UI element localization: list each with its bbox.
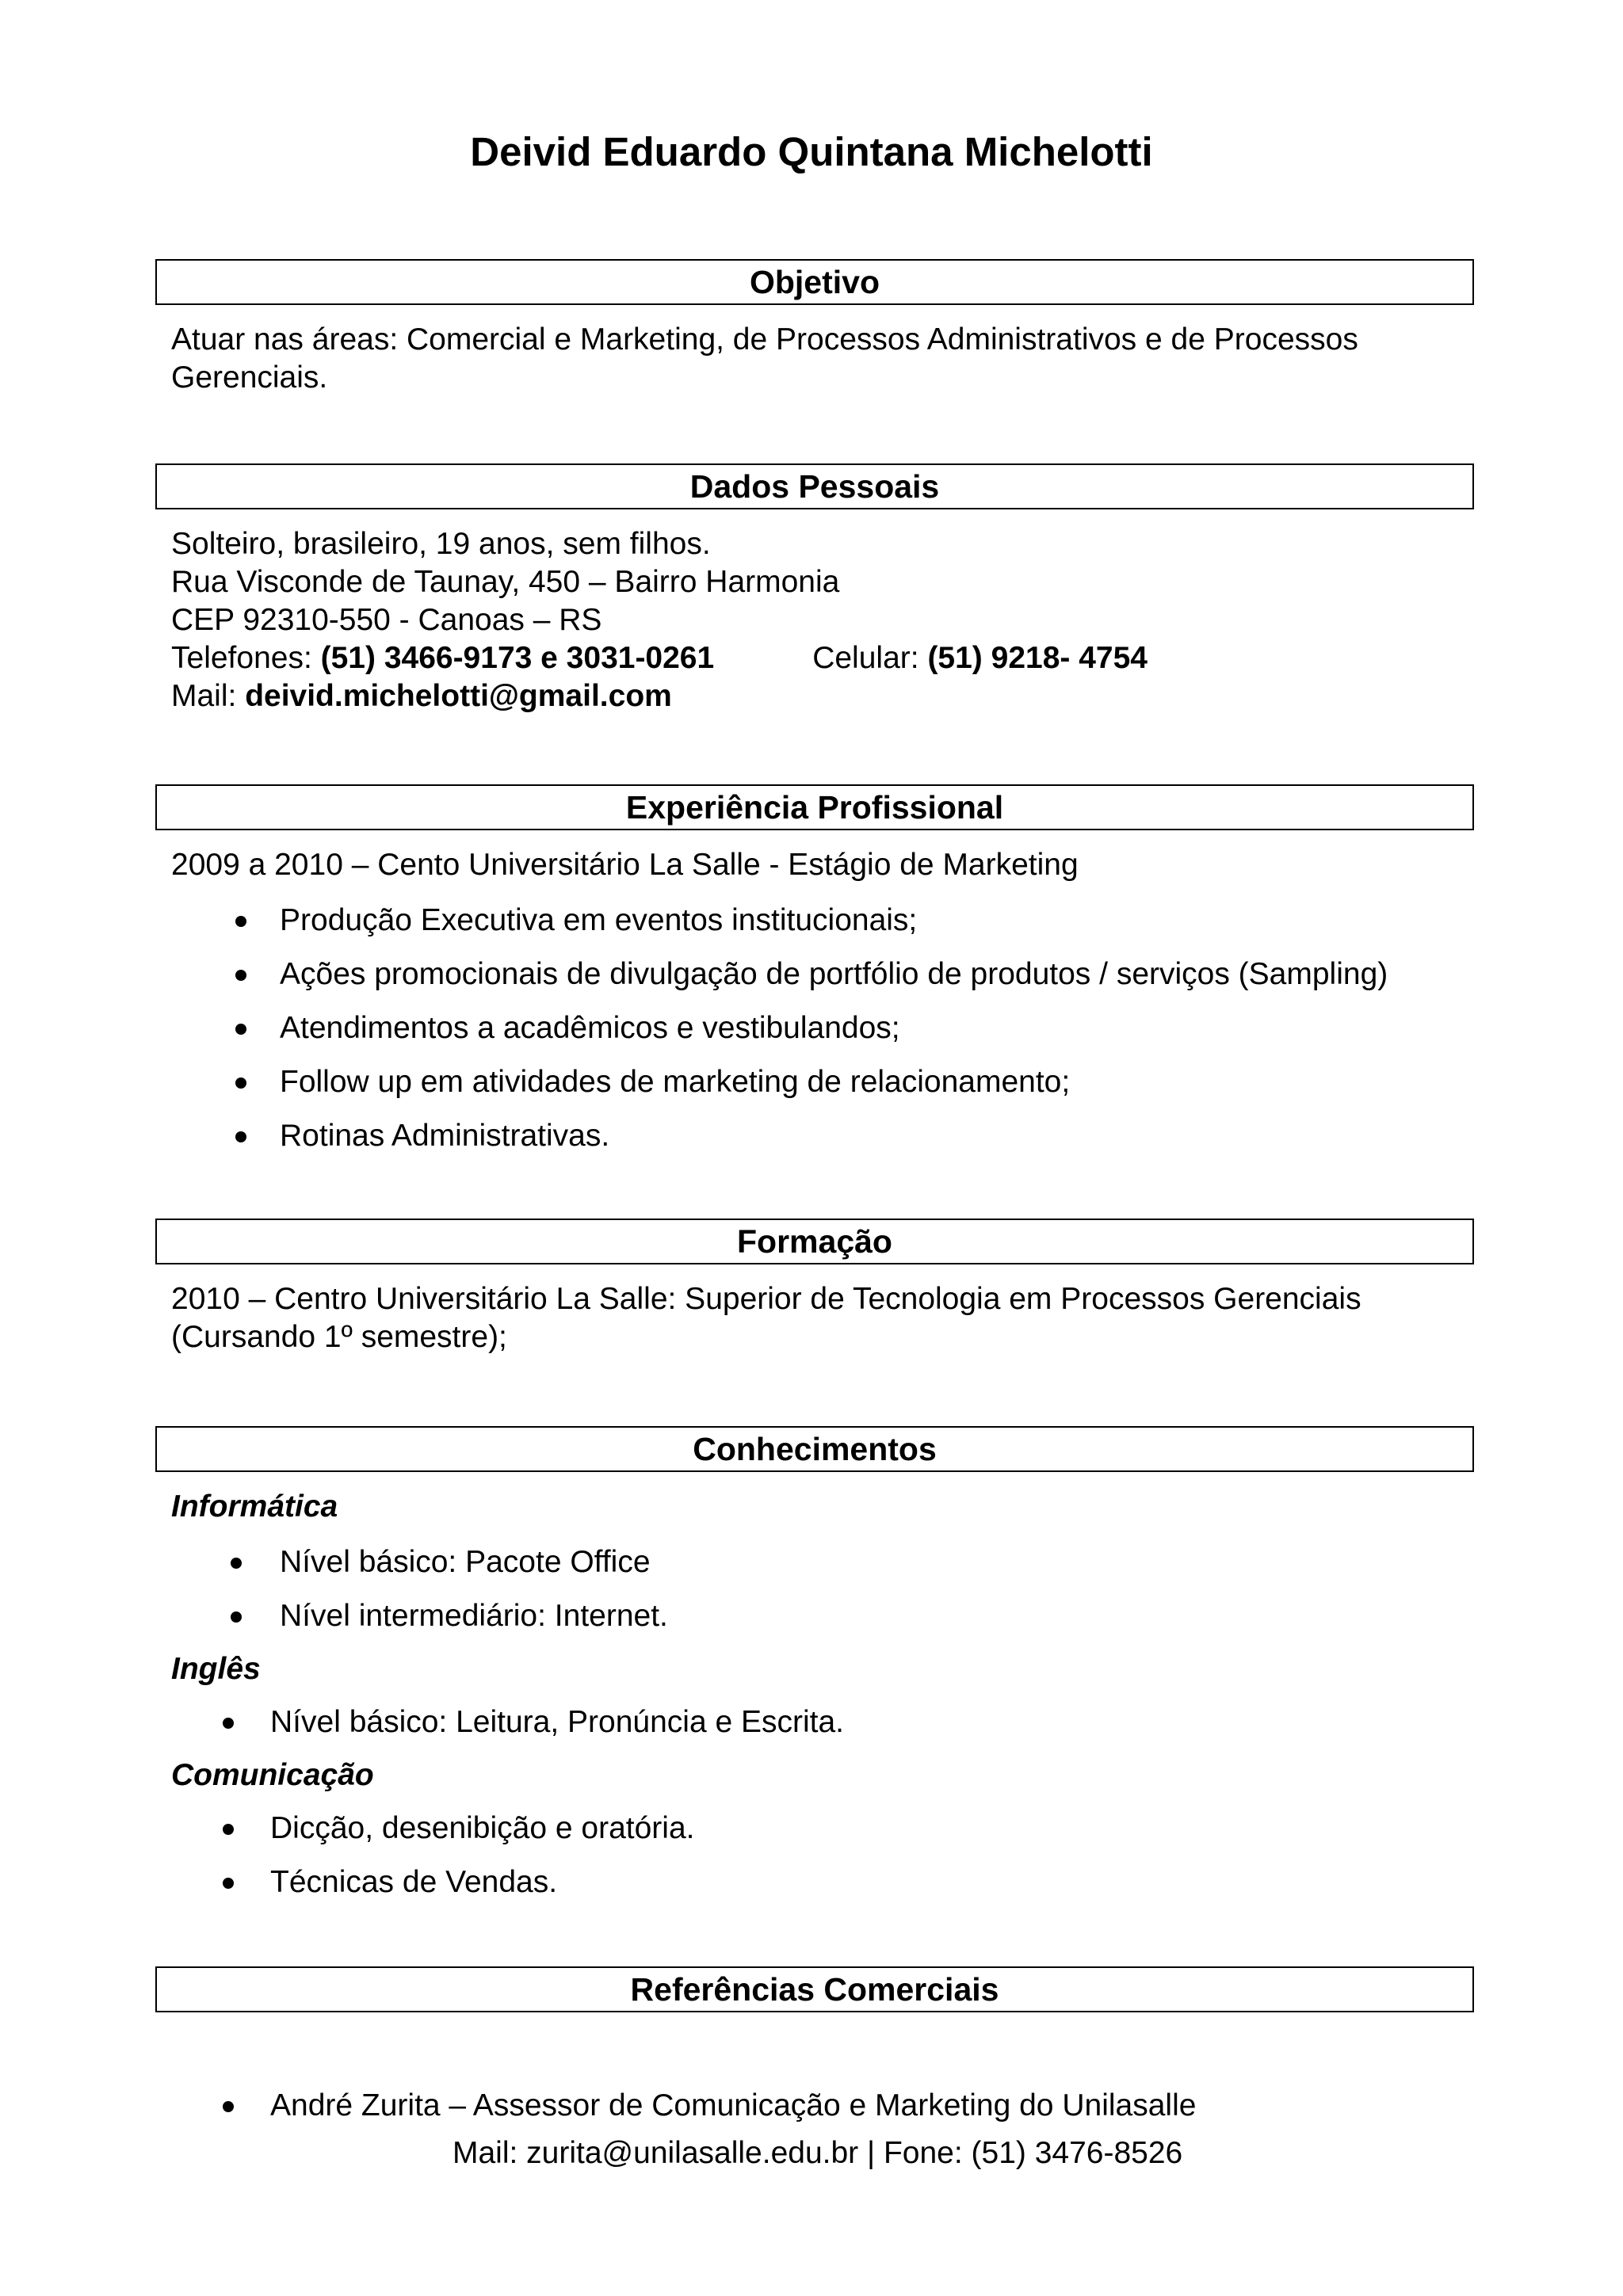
comunicacao-item-2: Técnicas de Vendas. xyxy=(270,1865,558,1899)
mail-label: Mail: xyxy=(171,679,246,713)
dados-cep: CEP 92310-550 - Canoas – RS xyxy=(171,603,602,637)
bullet-icon xyxy=(235,1024,246,1035)
section-header-conhecimentos: Conhecimentos xyxy=(155,1426,1474,1472)
cell-label: Celular: xyxy=(812,641,928,675)
dados-mail xyxy=(171,677,672,715)
section-header-experiencia: Experiência Profissional xyxy=(155,784,1474,830)
subheading-comunicacao: Comunicação xyxy=(171,1758,374,1792)
formacao-line-1: 2010 – Centro Universitário La Salle: Superior de Tecnologia em Processos Gerenciais xyxy=(171,1282,1361,1316)
experiencia-item-2: Ações promocionais de divulgação de portfólio de produtos / serviços (Sampling) xyxy=(280,957,1388,991)
experiencia-item-1: Produção Executiva em eventos institucionais; xyxy=(280,903,918,937)
referencia-contact: Mail: zurita@unilasalle.edu.br | Fone: (51) 3476-8526 xyxy=(453,2136,1183,2170)
resume-name: Deivid Eduardo Quintana Michelotti xyxy=(470,129,1153,174)
bullet-icon xyxy=(231,1558,242,1569)
bullet-icon xyxy=(235,970,246,981)
referencia-item-1: André Zurita – Assessor de Comunicação e Marketing do Unilasalle xyxy=(270,2088,1197,2122)
bullet-icon xyxy=(223,1718,234,1729)
bullet-icon xyxy=(223,2101,234,2112)
experiencia-header: 2009 a 2010 – Cento Universitário La Salle - Estágio de Marketing xyxy=(171,848,1079,882)
mail-value: deivid.michelotti@gmail.com xyxy=(245,679,672,713)
cell-value: (51) 9218- 4754 xyxy=(927,641,1148,675)
objetivo-line-2: Gerenciais. xyxy=(171,360,328,395)
formacao-line-2: (Cursando 1º semestre); xyxy=(171,1320,507,1354)
ingles-item-1: Nível básico: Leitura, Pronúncia e Escrita. xyxy=(270,1705,845,1739)
section-header-referencias: Referências Comerciais xyxy=(155,1966,1474,2012)
experiencia-item-4: Follow up em atividades de marketing de relacionamento; xyxy=(280,1065,1071,1099)
dados-civil-status: Solteiro, brasileiro, 19 anos, sem filhos. xyxy=(171,527,711,561)
informatica-item-2: Nível intermediário: Internet. xyxy=(280,1599,668,1633)
section-header-objetivo: Objetivo xyxy=(155,259,1474,305)
dados-phones xyxy=(171,639,1148,677)
bullet-icon xyxy=(223,1878,234,1889)
experiencia-item-3: Atendimentos a acadêmicos e vestibulandos; xyxy=(280,1011,900,1045)
objetivo-line-1: Atuar nas áreas: Comercial e Marketing, de Processos Administrativos e de Processos xyxy=(171,322,1358,357)
subheading-ingles: Inglês xyxy=(171,1652,261,1686)
phones-label: Telefones: xyxy=(171,641,321,675)
bullet-icon xyxy=(223,1824,234,1835)
comunicacao-item-1: Dicção, desenibição e oratória. xyxy=(270,1811,695,1845)
experiencia-item-5: Rotinas Administrativas. xyxy=(280,1119,610,1153)
bullet-icon xyxy=(235,1077,246,1089)
dados-address: Rua Visconde de Taunay, 450 – Bairro Harmonia xyxy=(171,565,840,599)
bullet-icon xyxy=(235,916,246,927)
bullet-icon xyxy=(231,1611,242,1623)
informatica-item-1: Nível básico: Pacote Office xyxy=(280,1545,651,1579)
phones-value: (51) 3466-9173 e 3031-0261 xyxy=(320,641,715,675)
section-header-formacao: Formação xyxy=(155,1219,1474,1264)
bullet-icon xyxy=(235,1131,246,1142)
section-header-dados-pessoais: Dados Pessoais xyxy=(155,463,1474,509)
subheading-informatica: Informática xyxy=(171,1489,338,1524)
